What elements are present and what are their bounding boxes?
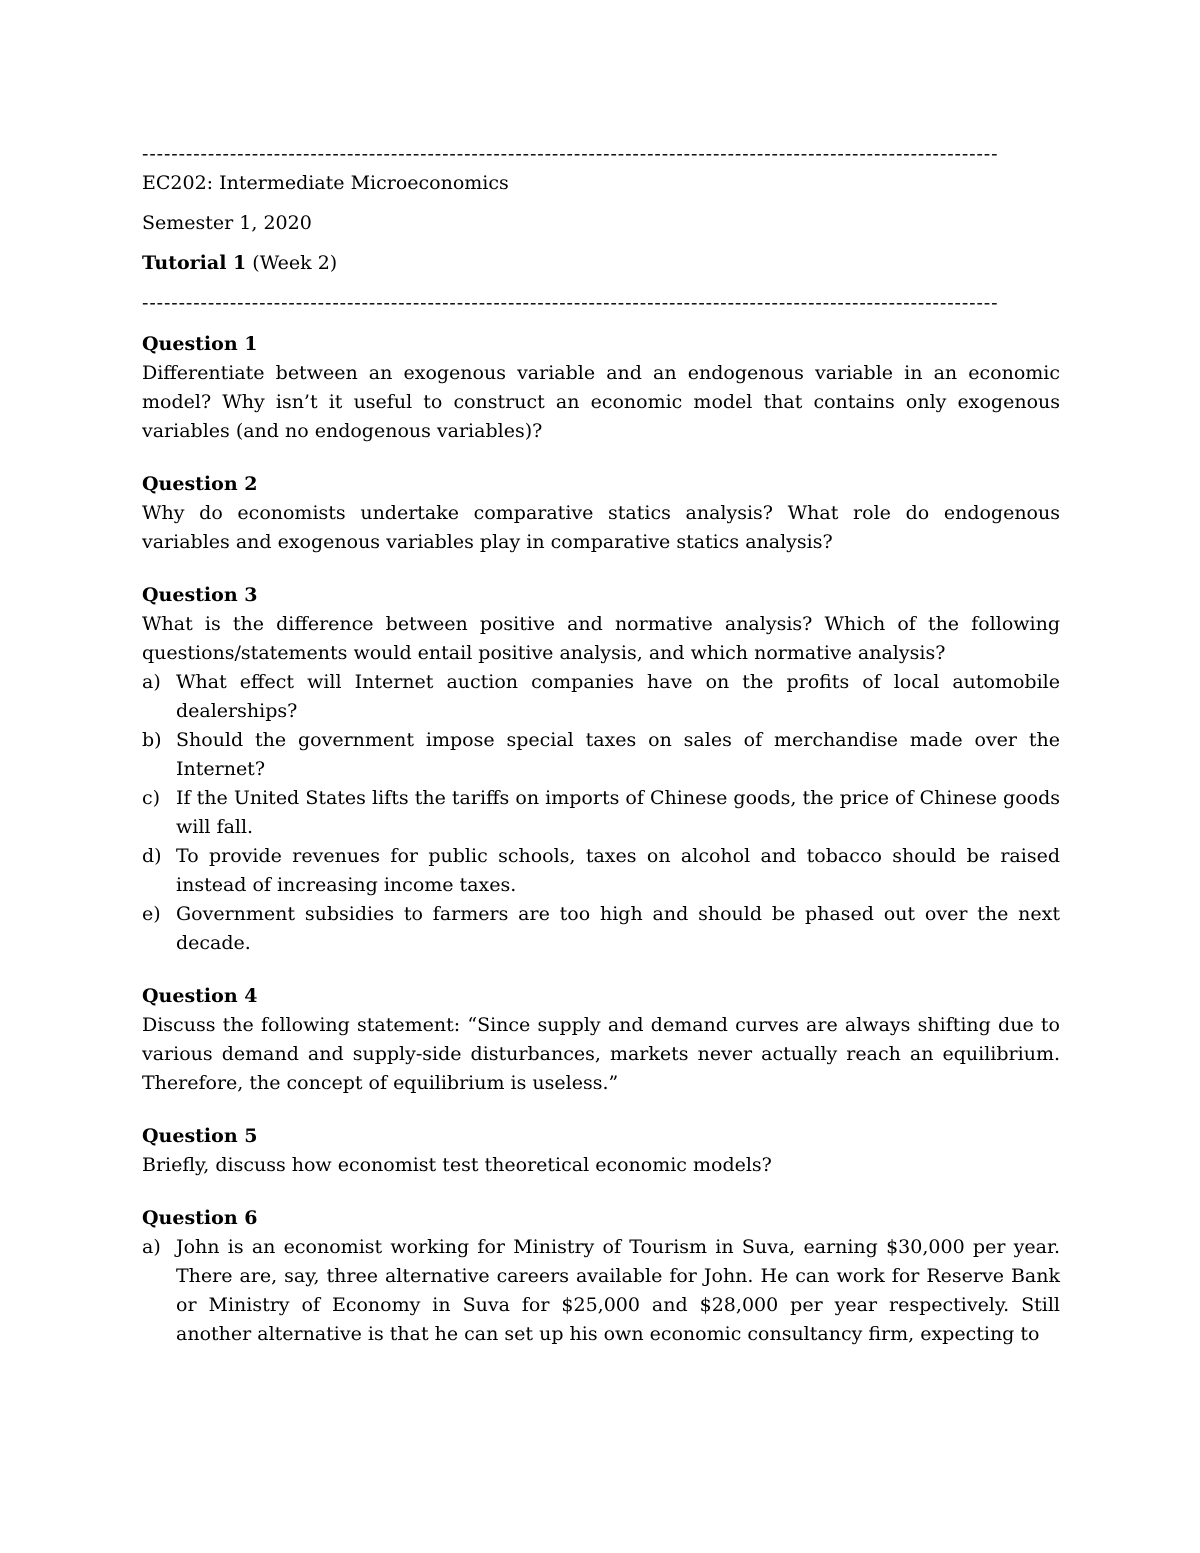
list-item-text: John is an economist working for Ministry of Tourism in Suva, earning $30,000 per year. There are, say, three alternative careers available for John. He can work for Reserve Bank or Ministry of Economy in Suva for $25,000 and $28,000 per year respectively. Still another alternative is that he can set up his own economic consultancy firm, expecting to [176, 1236, 1060, 1345]
question-5 [142, 1122, 1060, 1180]
tutorial-label: Tutorial 1 [142, 252, 247, 274]
list-item [142, 726, 1060, 784]
question-6-list [142, 1233, 1060, 1349]
question-2 [142, 470, 1060, 557]
course-title: EC202: Intermediate Microeconomics [142, 172, 509, 194]
question-3 [142, 581, 1060, 958]
question-text: Discuss the following statement: “Since supply and demand curves are always shifting due to various demand and supply-side disturbances, markets never actually reach an equilibrium. Therefore, the concept of equilibrium is useless.” [142, 1014, 1060, 1094]
question-text: Briefly, discuss how economist test theoretical economic models? [142, 1154, 772, 1176]
question-3-list [142, 668, 1060, 958]
question-text: Differentiate between an exogenous variable and an endogenous variable in an economic model? Why isn’t it useful to construct an economic model that contains only exogenous variables (and no endogenous variables)? [142, 362, 1060, 442]
document-header [142, 140, 1060, 318]
list-item [142, 668, 1060, 726]
question-title: Question 2 [142, 473, 258, 495]
list-marker: b) [142, 729, 162, 751]
question-title: Question 5 [142, 1125, 258, 1147]
list-item [142, 784, 1060, 842]
semester-line: Semester 1, 2020 [142, 212, 312, 234]
list-marker: a) [142, 671, 161, 693]
question-title: Question 1 [142, 333, 258, 355]
question-title: Question 3 [142, 584, 258, 606]
list-marker: a) [142, 1236, 161, 1258]
list-item-text: What effect will Internet auction companies have on the profits of local automobile dealerships? [176, 671, 1060, 722]
document-page [142, 140, 1060, 1349]
question-title: Question 4 [142, 985, 258, 1007]
list-item-text: Government subsidies to farmers are too high and should be phased out over the next decade. [176, 903, 1060, 954]
question-4 [142, 982, 1060, 1098]
question-text: Why do economists undertake comparative statics analysis? What role do endogenous variables and exogenous variables play in comparative statics analysis? [142, 502, 1060, 553]
list-marker: c) [142, 787, 161, 809]
list-item-text: To provide revenues for public schools, taxes on alcohol and tobacco should be raised instead of increasing income taxes. [176, 845, 1060, 896]
list-marker: d) [142, 845, 162, 867]
list-item [142, 842, 1060, 900]
bottom-divider: --------------------------------------------------------------------------------------------------------------------- [142, 292, 999, 314]
question-title: Question 6 [142, 1207, 258, 1229]
list-item-text: If the United States lifts the tariffs on imports of Chinese goods, the price of Chinese goods will fall. [176, 787, 1060, 838]
list-item-text: Should the government impose special taxes on sales of merchandise made over the Internet? [176, 729, 1060, 780]
question-1 [142, 330, 1060, 446]
question-6 [142, 1204, 1060, 1349]
tutorial-line [142, 249, 1060, 278]
top-divider: --------------------------------------------------------------------------------------------------------------------- [142, 143, 999, 165]
question-text: What is the difference between positive and normative analysis? Which of the following questions/statements would entail positive analysis, and which normative analysis? [142, 613, 1060, 664]
list-item [142, 1233, 1060, 1349]
list-item [142, 900, 1060, 958]
list-marker: e) [142, 903, 161, 925]
tutorial-week: (Week 2) [246, 252, 338, 274]
